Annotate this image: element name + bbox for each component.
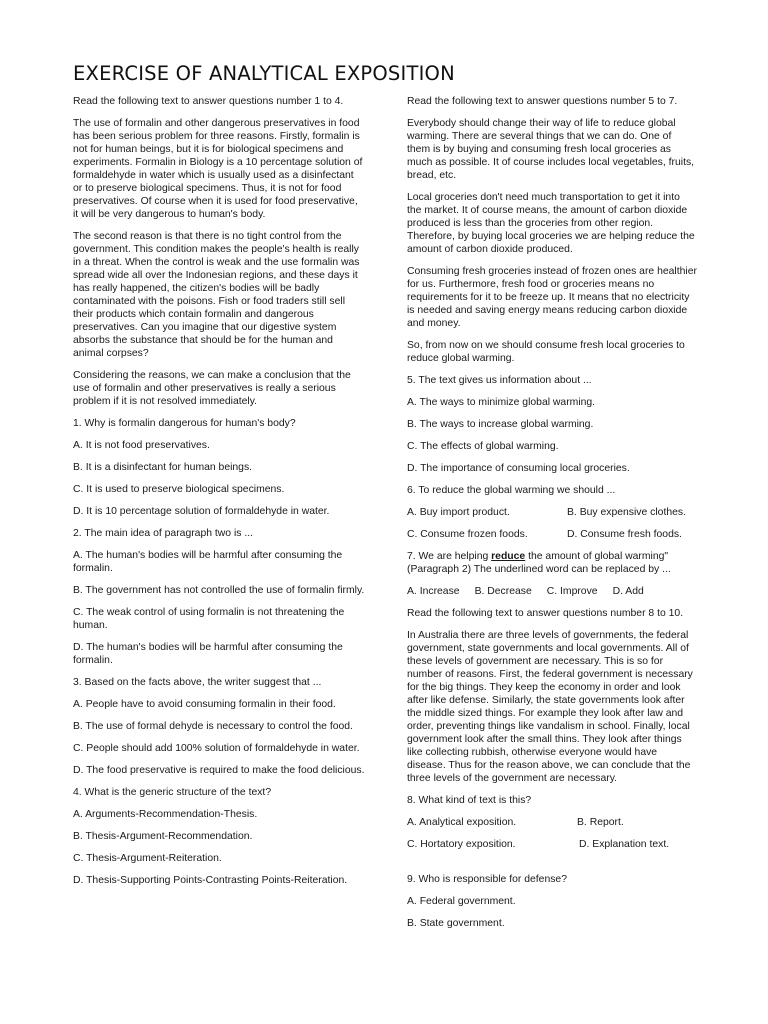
passage-paragraph: The use of formalin and other dangerous preservatives in food has been serious problem for three reasons. Firstly, formalin is not for human beings, but it is for biological specimens and experiments. Formalin in Biology is a 10 percentage solution of formaldehyde in water which is usually used as a disinfectant or to preserve biological specimens. Thus, it is not for food preservatives. Of course when it is used for food preservative, it will be very dangerous to human's body.	[73, 118, 363, 220]
option-row	[407, 585, 697, 598]
passage-paragraph: Local groceries don't need much transportation to get it into the market. It of course means, the amount of carbon dioxide produced is less than the groceries from other region. Therefore, by buying local groceries we are helping reduce the amount of carbon dioxide produced.	[407, 192, 695, 255]
option-b: B. State government.	[407, 918, 505, 929]
option-b: B. The use of formal dehyde is necessary to control the food.	[73, 721, 353, 732]
option-d: D. Explanation text.	[579, 839, 670, 850]
question-1: 1. Why is formalin dangerous for human's body?	[73, 418, 296, 429]
question-7-prefix: 7. We are helping	[407, 551, 492, 562]
option-row	[407, 838, 697, 851]
option-c: C. Thesis-Argument-Reiteration.	[73, 853, 222, 864]
page-title: EXERCISE OF ANALYTICAL EXPOSITION	[73, 62, 455, 85]
option-a: A. Buy import product.	[407, 507, 510, 518]
option-row	[407, 528, 697, 541]
passage-paragraph: Considering the reasons, we can make a conclusion that the use of formalin and other preservatives is really a serious problem if it is not resolved immediately.	[73, 370, 351, 407]
option-c: C. Consume frozen foods.	[407, 529, 528, 540]
option-a: A. The ways to minimize global warming.	[407, 397, 596, 408]
option-d: D. The food preservative is required to make the food delicious.	[73, 765, 365, 776]
option-b: B. Decrease	[474, 586, 532, 597]
option-b: B. It is a disinfectant for human beings.	[73, 462, 253, 473]
question-4: 4. What is the generic structure of the text?	[73, 787, 272, 798]
question-5: 5. The text gives us information about ...	[407, 375, 592, 386]
option-d: D. Add	[612, 586, 644, 597]
option-b: B. The government has not controlled the use of formalin firmly.	[73, 585, 365, 596]
option-c: C. Hortatory exposition.	[407, 839, 516, 850]
option-row	[407, 816, 697, 829]
option-d: D. It is 10 percentage solution of formaldehyde in water.	[73, 506, 330, 517]
question-7-suffix: the amount of global warming" (Paragraph 2) The underlined word can be replaced by ...	[407, 551, 671, 575]
option-a: A. Analytical exposition.	[407, 817, 517, 828]
passage-paragraph: The second reason is that there is no tight control from the government. This condition makes the people's health is really in a threat. When the control is weak and the use formalin was spread wide all over the Indonesian regions, and these days it has really happened, the citizen's bodies will be badly contaminated with the poisons. Fish or food traders still sell their products which contain formalin and dangerous preservatives. Can you imagine that our digestive system absorbs the substance that should be for the human and animal corpses?	[73, 231, 360, 359]
option-d: D. Consume fresh foods.	[567, 529, 682, 540]
question-7	[407, 550, 697, 576]
option-b: B. The ways to increase global warming.	[407, 419, 594, 430]
option-row	[407, 506, 697, 519]
option-a: A. It is not food preservatives.	[73, 440, 210, 451]
option-c: C. It is used to preserve biological specimens.	[73, 484, 285, 495]
question-3: 3. Based on the facts above, the writer suggest that ...	[73, 677, 322, 688]
option-b: B. Thesis-Argument-Recommendation.	[73, 831, 253, 842]
option-d: D. Thesis-Supporting Points-Contrasting Points-Reiteration.	[73, 875, 348, 886]
question-2: 2. The main idea of paragraph two is ...	[73, 528, 254, 539]
option-a: A. Federal government.	[407, 896, 516, 907]
option-a: A. People have to avoid consuming formalin in their food.	[73, 699, 336, 710]
option-a: A. The human's bodies will be harmful after consuming the formalin.	[73, 550, 343, 574]
option-a: A. Increase	[407, 586, 460, 597]
option-d: D. The importance of consuming local groceries.	[407, 463, 630, 474]
passage-paragraph: In Australia there are three levels of governments, the federal government, state governments and local governments. All of these levels of government are necessary. This is so for number of reasons. First, the federal government is necessary for the big things. They keep the economy in order and look after like defense. Similarly, the state governments look after the middle sized things. For example they look after law and order, preventing things like vandalism in school. Finally, local government look after the small thins. They look after things like collecting rubbish, otherwise everyone would have disease. Thus for the reason above, we can conclude that the three levels of the government are necessary.	[407, 630, 693, 784]
option-a: A. Arguments-Recommendation-Thesis.	[73, 809, 258, 820]
question-8: 8. What kind of text is this?	[407, 795, 532, 806]
option-b: B. Buy expensive clothes.	[567, 507, 686, 518]
passage-paragraph: So, from now on we should consume fresh local groceries to reduce global warming.	[407, 340, 685, 364]
spacer	[407, 860, 697, 873]
underlined-word: reduce	[491, 551, 526, 562]
option-d: D. The human's bodies will be harmful after consuming the formalin.	[73, 642, 343, 666]
intro-text: Read the following text to answer questions number 5 to 7.	[407, 96, 678, 107]
option-c: C. People should add 100% solution of formaldehyde in water.	[73, 743, 360, 754]
option-c: C. The weak control of using formalin is not threatening the human.	[73, 607, 345, 631]
question-9: 9. Who is responsible for defense?	[407, 874, 567, 885]
left-column	[73, 95, 365, 896]
question-6: 6. To reduce the global warming we should ...	[407, 485, 616, 496]
option-c: C. The effects of global warming.	[407, 441, 559, 452]
passage-paragraph: Consuming fresh groceries instead of frozen ones are healthier for us. Furthermore, fresh food or groceries means no requirements for it to be freeze up. It means that no electricity is needed and saving energy means reducing carbon dioxide and money.	[407, 266, 697, 329]
right-column	[407, 95, 697, 939]
option-b: B. Report.	[577, 817, 624, 828]
intro-text: Read the following text to answer questions number 8 to 10.	[407, 608, 684, 619]
passage-paragraph: Everybody should change their way of life to reduce global warming. There are several things that we can do. One of them is by buying and consuming fresh local groceries as much as possible. It of course includes local vegetables, fruits, bread, etc.	[407, 118, 695, 181]
intro-text: Read the following text to answer questions number 1 to 4.	[73, 96, 344, 107]
option-c: C. Improve	[546, 586, 598, 597]
